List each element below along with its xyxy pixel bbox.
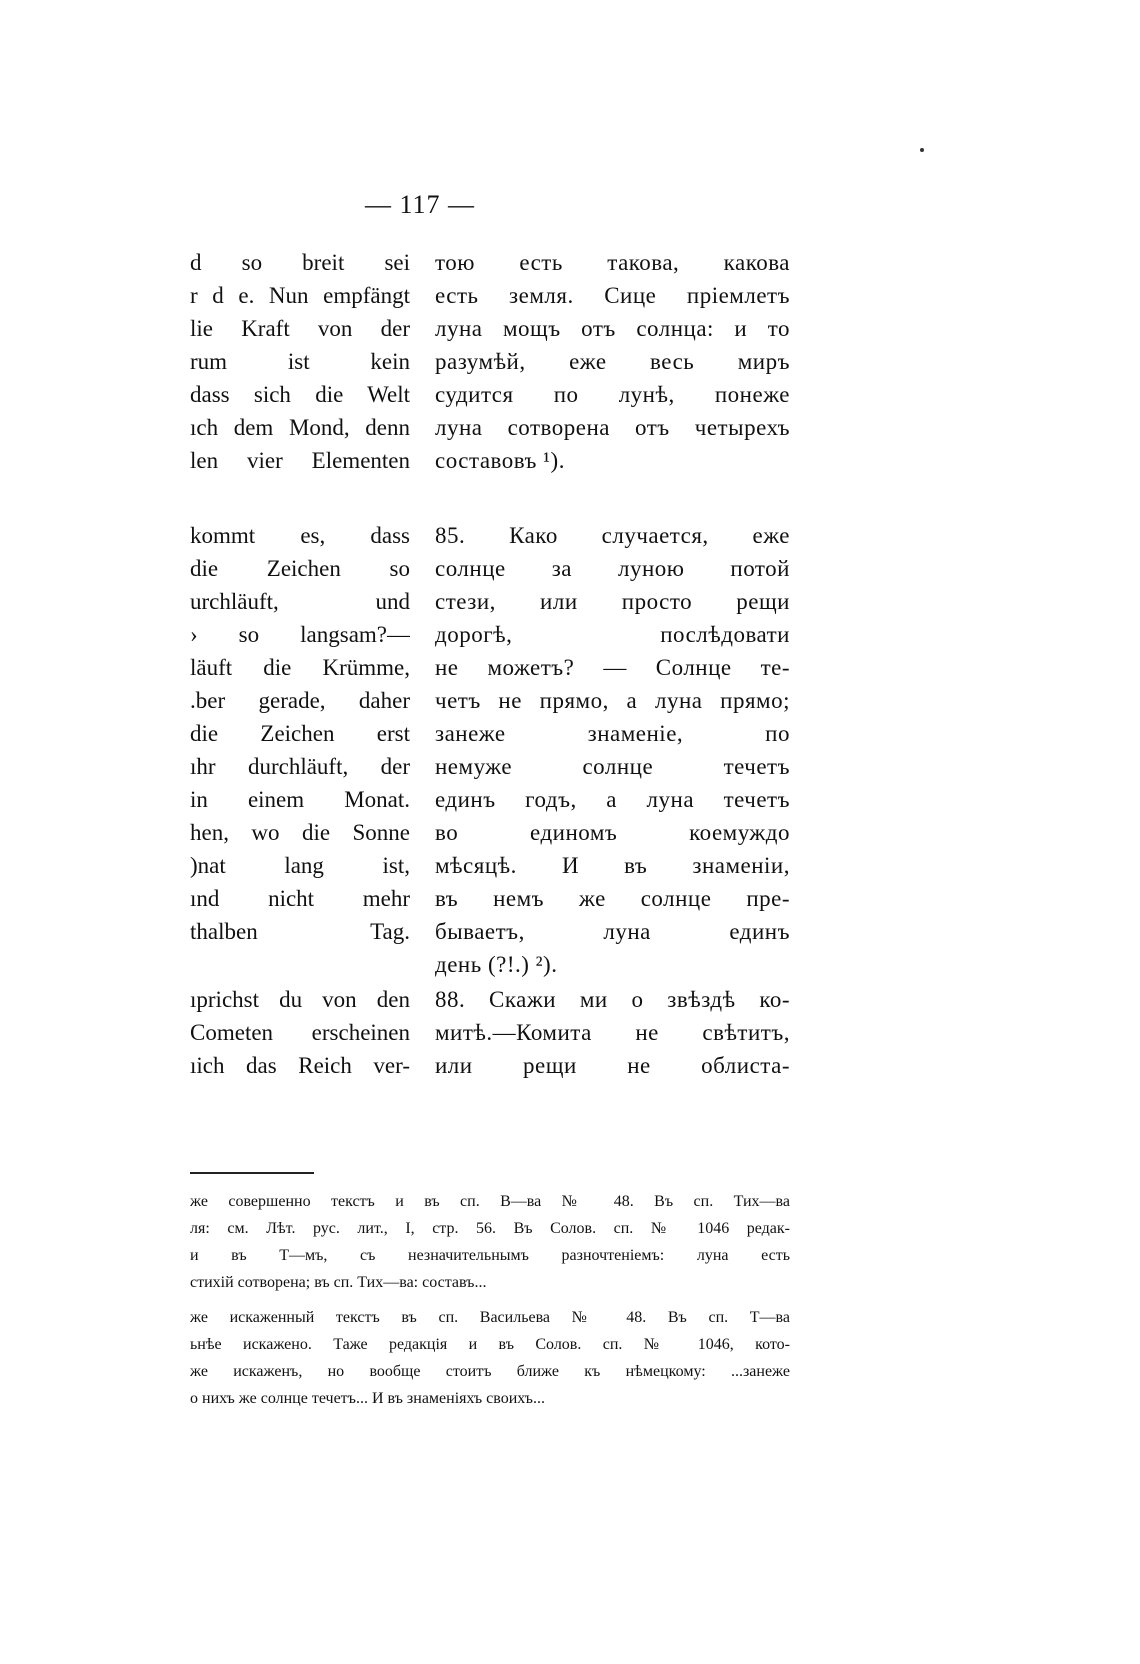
russian-line: въ немъ же солнце пре- bbox=[435, 886, 790, 911]
german-line: lie Kraft von der bbox=[190, 316, 410, 341]
footnote-line: же искаженъ, но вообще стоитъ ближе къ нѣмецкому: ...занеже bbox=[190, 1363, 790, 1380]
russian-line: четъ не прямо, а луна прямо; bbox=[435, 688, 790, 713]
german-line: kommt es, dass bbox=[190, 523, 410, 548]
russian-line: есть земля. Сице пріемлетъ bbox=[435, 283, 790, 308]
footnote-line: о нихъ же солнце течетъ... И въ знаменіяхъ своихъ... bbox=[190, 1390, 545, 1407]
german-line: ıich das Reich ver- bbox=[190, 1053, 410, 1078]
german-line: r d e. Nun empfängt bbox=[190, 283, 410, 308]
russian-line: бываетъ, луна единъ bbox=[435, 919, 790, 944]
russian-line: дорогѣ, послѣдовати bbox=[435, 622, 790, 647]
footnote-line: стихій сотворена; въ сп. Тих—ва: составъ... bbox=[190, 1274, 487, 1291]
russian-line: судится по лунѣ, понеже bbox=[435, 382, 790, 407]
russian-column-section-2 bbox=[435, 519, 790, 981]
german-line: läuft die Krümme, bbox=[190, 655, 410, 680]
russian-line: 88. Скажи ми о звѣздѣ ко- bbox=[435, 987, 790, 1012]
german-line: )nat lang ist, bbox=[190, 853, 410, 878]
german-line: dass sich die Welt bbox=[190, 382, 410, 407]
german-line: die Zeichen so bbox=[190, 556, 410, 581]
russian-line: разумѣй, еже весь миръ bbox=[435, 349, 790, 374]
russian-column-section-3 bbox=[435, 983, 790, 1082]
german-line: .ber gerade, daher bbox=[190, 688, 410, 713]
german-line: die Zeichen erst bbox=[190, 721, 410, 746]
german-line: hen, wo die Sonne bbox=[190, 820, 410, 845]
russian-line: день (?!.) ²). bbox=[435, 952, 558, 977]
russian-line: стези, или просто рещи bbox=[435, 589, 790, 614]
german-line: ıprichst du von den bbox=[190, 987, 410, 1012]
german-line: d so breit sei bbox=[190, 250, 410, 275]
russian-line: луна мощъ отъ солнца: и то bbox=[435, 316, 790, 341]
russian-line: мѣсяцѣ. И въ знаменіи, bbox=[435, 853, 790, 878]
german-column-section-2 bbox=[190, 519, 410, 948]
footnote-1 bbox=[190, 1188, 790, 1296]
german-line: urchläuft, und bbox=[190, 589, 410, 614]
russian-line: составовъ ¹). bbox=[435, 448, 565, 473]
russian-line: занеже знаменіе, по bbox=[435, 721, 790, 746]
speck-mark bbox=[920, 148, 924, 152]
russian-column-section-1 bbox=[435, 246, 790, 477]
russian-line: солнце за луною потой bbox=[435, 556, 790, 581]
german-column-section-1 bbox=[190, 246, 410, 477]
german-line: ıch dem Mond, denn bbox=[190, 415, 410, 440]
german-line: thalben Tag. bbox=[190, 919, 410, 944]
footnote-line: ьнѣе искажено. Таже редакція и въ Солов. сп. № 1046, кото- bbox=[190, 1336, 790, 1353]
footnote-line: же совершенно текстъ и въ сп. В—ва № 48. Въ сп. Тих—ва bbox=[190, 1193, 790, 1210]
russian-line: 85. Како случается, еже bbox=[435, 523, 790, 548]
footnote-line: и въ Т—мъ, съ незначительнымъ разночтеніемъ: луна есть bbox=[190, 1247, 790, 1264]
german-line: rum ist kein bbox=[190, 349, 410, 374]
german-column-section-3 bbox=[190, 983, 410, 1082]
russian-line: единъ годъ, а луна течетъ bbox=[435, 787, 790, 812]
german-line: ıhr durchläuft, der bbox=[190, 754, 410, 779]
russian-line: луна сотворена отъ четырехъ bbox=[435, 415, 790, 440]
german-line: ınd nicht mehr bbox=[190, 886, 410, 911]
german-line: Cometen erscheinen bbox=[190, 1020, 410, 1045]
russian-line: или рещи не облиста- bbox=[435, 1053, 790, 1078]
russian-line: не можетъ? — Солнце те- bbox=[435, 655, 790, 680]
footnote-line: же искаженный текстъ въ сп. Васильева № 48. Въ сп. Т—ва bbox=[190, 1309, 790, 1326]
footnote-line: ля: см. Лѣт. рус. лит., I, стр. 56. Въ Солов. сп. № 1046 редак- bbox=[190, 1220, 790, 1237]
russian-line: во единомъ коемуждо bbox=[435, 820, 790, 845]
german-line: len vier Elementen bbox=[190, 448, 410, 473]
russian-line: митѣ.—Комита не свѣтитъ, bbox=[435, 1020, 790, 1045]
russian-line: тою есть такова, какова bbox=[435, 250, 790, 275]
footnote-divider bbox=[190, 1172, 314, 1174]
german-line: in einem Monat. bbox=[190, 787, 410, 812]
russian-line: немуже солнце течетъ bbox=[435, 754, 790, 779]
footnote-2 bbox=[190, 1304, 790, 1412]
german-line: › so langsam?— bbox=[190, 622, 410, 647]
page-number: — 117 — bbox=[364, 190, 476, 219]
